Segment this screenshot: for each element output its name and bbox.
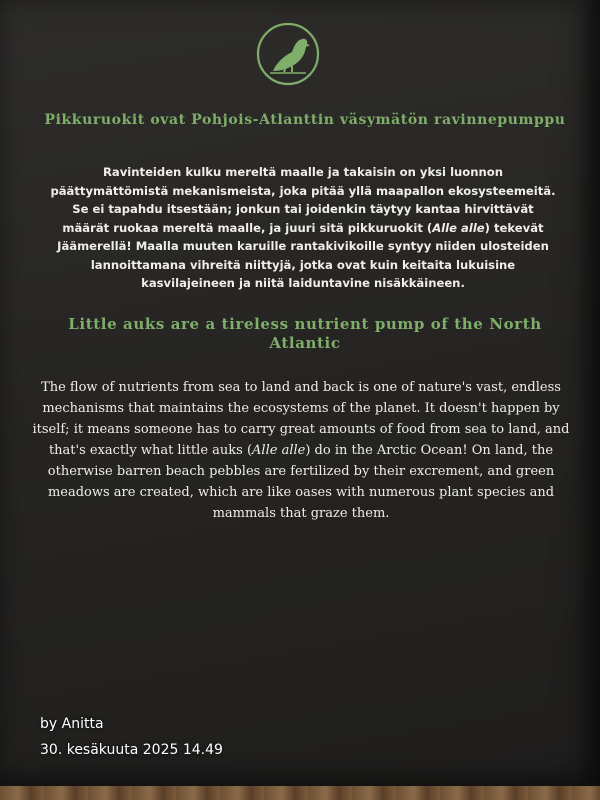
- sign-edge-shadow: [578, 0, 600, 800]
- english-paragraph: [22, 377, 580, 524]
- finnish-paragraph: [48, 163, 558, 293]
- finnish-text-part-1: Ravinteiden kulku mereltä maalle ja takaisin on yksi luonnon päättymättömistä mekanismeista, joka pitää yllä maapallon ekosysteemeitä. Se ei tapahdu itsestään; jonkun tai joidenkin täytyy kantaa hirvittävät määrät ruokaa mereltä maalle, ja juuri sitä pikkuruokit (: [50, 165, 556, 235]
- little-auk-bird-icon: [256, 22, 320, 86]
- wooden-floor-strip: [0, 786, 600, 800]
- english-species-name: Alle alle: [252, 443, 306, 458]
- finnish-text-part-2: ) tekevät Jäämerellä! Maalla muuten karuille rantakivikoille syntyy niiden ulosteiden lannoittamana vihreitä niittyjä, jotka ovat kuin keitaita lukuisine kasvilajeineen ja niitä laiduntavine nisäkkäineen.: [57, 220, 549, 290]
- english-text-part-2: ) do in the Arctic Ocean! On land, the otherwise barren beach pebbles are fertilized by their excrement, and green meadows are created, which are like oases with numerous plant species and mammals that graze them.: [47, 443, 555, 521]
- finnish-species-name: Alle alle: [432, 220, 485, 235]
- photo-author-watermark: by Anitta: [40, 716, 104, 732]
- english-heading: Little auks are a tireless nutrient pump of the North Atlantic: [68, 315, 542, 352]
- photo-timestamp-watermark: 30. kesäkuuta 2025 14.49: [40, 742, 223, 758]
- finnish-heading: Pikkuruokit ovat Pohjois-Atlanttin väsymätön ravinnepumppu: [44, 112, 566, 128]
- english-text-part-1: The flow of nutrients from sea to land and back is one of nature's vast, endless mechanisms that maintains the ecosystems of the planet. It doesn't happen by itself; it means someone has to carry great amounts of food from sea to land, and that's exactly what little auks (: [32, 380, 570, 458]
